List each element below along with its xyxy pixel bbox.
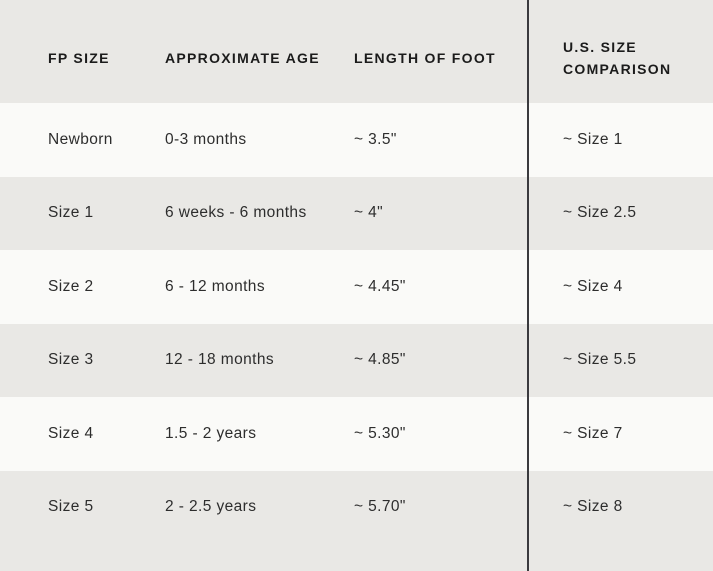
table-row-newborn (0, 103, 713, 177)
cell-age: 6 - 12 months (165, 277, 265, 295)
cell-fp-size: Size 5 (48, 498, 94, 516)
cell-length: ~ 5.30" (354, 424, 406, 442)
header-length-of-foot: LENGTH OF FOOT (354, 49, 496, 66)
cell-length: ~ 5.70" (354, 498, 406, 516)
cell-fp-size: Newborn (48, 130, 113, 148)
cell-length: ~ 4.85" (354, 351, 406, 369)
cell-age: 12 - 18 months (165, 351, 274, 369)
cell-us-size: ~ Size 8 (563, 498, 623, 516)
header-fp-size: FP SIZE (48, 49, 110, 66)
cell-length: ~ 3.5" (354, 130, 397, 148)
cell-fp-size: Size 3 (48, 351, 94, 369)
table-row-size-3 (0, 324, 713, 398)
cell-age: 2 - 2.5 years (165, 498, 257, 516)
table-row-size-4 (0, 397, 713, 471)
cell-us-size: ~ Size 1 (563, 130, 623, 148)
table-row-size-1 (0, 177, 713, 251)
header-approximate-age: APPROXIMATE AGE (165, 49, 320, 66)
cell-age: 6 weeks - 6 months (165, 204, 307, 222)
cell-age: 0-3 months (165, 130, 247, 148)
cell-length: ~ 4" (354, 204, 384, 222)
cell-us-size: ~ Size 2.5 (563, 204, 637, 222)
cell-fp-size: Size 1 (48, 204, 94, 222)
column-divider (527, 0, 529, 571)
cell-fp-size: Size 2 (48, 277, 94, 295)
cell-age: 1.5 - 2 years (165, 424, 257, 442)
header-row (0, 0, 713, 103)
cell-length: ~ 4.45" (354, 277, 406, 295)
cell-us-size: ~ Size 4 (563, 277, 623, 295)
table-row-size-5 (0, 471, 713, 571)
table-row-size-2 (0, 250, 713, 324)
cell-us-size: ~ Size 7 (563, 424, 623, 442)
cell-us-size: ~ Size 5.5 (563, 351, 637, 369)
cell-fp-size: Size 4 (48, 424, 94, 442)
header-us-size-comparison: U.S. SIZE COMPARISON (563, 38, 672, 77)
